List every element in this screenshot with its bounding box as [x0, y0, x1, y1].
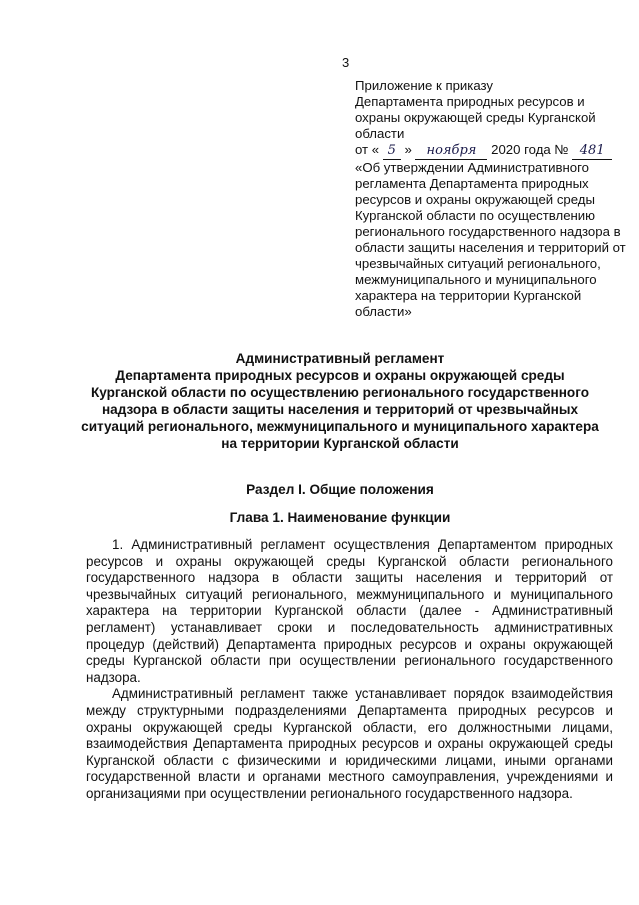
order-date-line: [355, 142, 627, 160]
title-line: ситуаций регионального, межмуниципального и муниципального характера: [81, 419, 599, 434]
title-line: надзора в области защиты населения и территорий от чрезвычайных: [101, 402, 579, 417]
appendix-line: Департамента природных ресурсов и: [355, 94, 585, 109]
appendix-line: области: [355, 126, 405, 141]
section-heading: Раздел I. Общие положения: [246, 482, 434, 497]
title-line: на территории Курганской области: [221, 436, 459, 451]
body-text: [86, 537, 613, 803]
title-line: Курганской области по осуществлению регионального государственного: [90, 385, 590, 400]
title-line: Административный регламент: [235, 351, 445, 366]
chapter-heading: Глава 1. Наименование функции: [229, 510, 451, 525]
title-line: Департамента природных ресурсов и охраны окружающей среды: [115, 368, 565, 383]
appendix-header: [355, 78, 627, 320]
handwritten-order-number: 481: [572, 143, 612, 160]
handwritten-month: ноября: [415, 143, 487, 160]
document-title: [60, 350, 620, 452]
date-prefix: от «: [355, 142, 380, 157]
page-number: 3: [342, 55, 350, 70]
date-year-text: 2020 года №: [491, 142, 569, 157]
paragraph: Административный регламент также устанавливает порядок взаимодействия между структурными подразделениями Департамента природных ресурсов и охраны окружающей среды Курганской области, его должностными лицами, взаимодействия Департамента природных ресурсов и охраны окружающей среды Курганской области с физическими и юридическими лицами, иными органами государственной власти и органами местного самоуправления, учреждениями и организациями при осуществлении регионального государственного надзора.: [86, 686, 613, 801]
handwritten-day: 5: [383, 143, 401, 160]
appendix-line: Приложение к приказу: [355, 78, 494, 93]
appendix-line: охраны окружающей среды Курганской: [355, 110, 596, 125]
date-mid: »: [404, 142, 412, 157]
order-subject: «Об утверждении Административного регламента Департамента природных ресурсов и охраны окружающей среды Курганской области по осуществлению регионального государственного надзора в области защиты населения и территорий от чрезвычайных ситуаций регионального, межмуниципального и муниципального характера на территории Курганской области»: [355, 160, 626, 319]
paragraph: 1. Административный регламент осуществления Департаментом природных ресурсов и охраны окружающей среды Курганской области регионального государственного надзора в области защиты населения и территорий от чрезвычайных ситуаций регионального, межмуниципального и муниципального характера на территории Курганской области (далее - Административный регламент) устанавливает сроки и последовательность административных процедур (действий) Департамента природных ресурсов и охраны окружающей среды Курганской области при осуществлении регионального государственного надзора.: [86, 537, 613, 685]
